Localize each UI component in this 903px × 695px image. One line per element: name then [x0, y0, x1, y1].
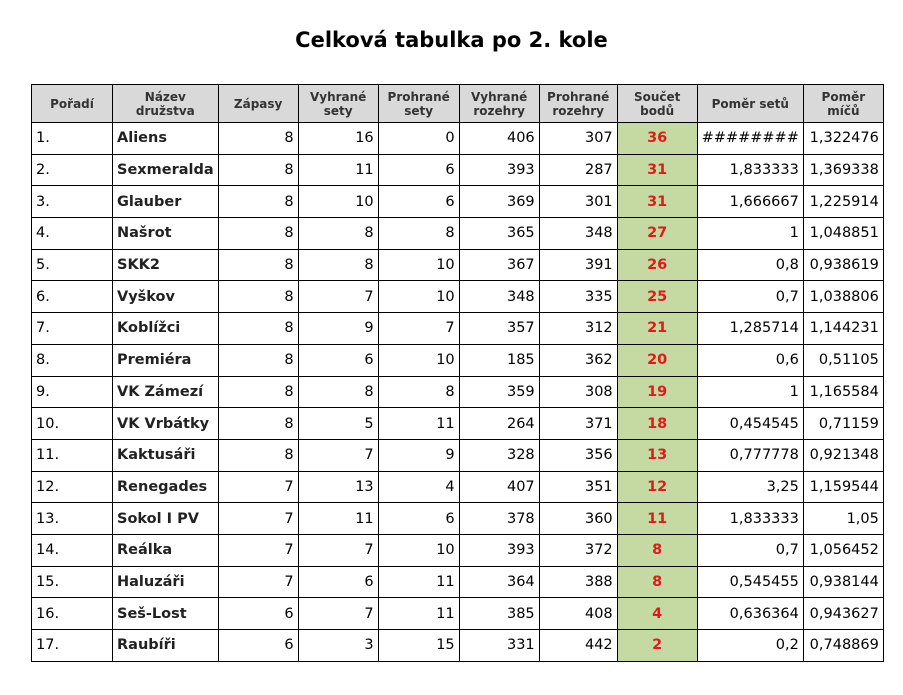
set-ratio-cell: 0,7: [697, 281, 803, 313]
rallies-lost-cell: 287: [539, 154, 617, 186]
sets-lost-cell: 6: [378, 503, 459, 535]
ball-ratio-cell: 1,056452: [803, 534, 883, 566]
sets-won-cell: 16: [298, 123, 378, 155]
rallies-won-cell: 407: [459, 471, 539, 503]
table-row: [32, 123, 884, 155]
team-name-cell: Vyškov: [113, 281, 219, 313]
ball-ratio-cell: 0,938144: [803, 566, 883, 598]
ball-ratio-cell: 1,038806: [803, 281, 883, 313]
sets-won-cell: 7: [298, 439, 378, 471]
team-name-cell: Našrot: [113, 218, 219, 250]
team-name-cell: SKK2: [113, 249, 219, 281]
rallies-lost-cell: 335: [539, 281, 617, 313]
ball-ratio-cell: 0,51105: [803, 344, 883, 376]
matches-cell: 8: [218, 186, 298, 218]
team-name-cell: Raubíři: [113, 630, 219, 662]
set-ratio-cell: 1,833333: [697, 503, 803, 535]
sets-won-cell: 7: [298, 281, 378, 313]
points-cell: 8: [617, 566, 697, 598]
rallies-lost-cell: 388: [539, 566, 617, 598]
rank-cell: 3.: [32, 186, 113, 218]
rank-cell: 14.: [32, 534, 113, 566]
sets-lost-cell: 7: [378, 313, 459, 345]
ball-ratio-cell: 1,165584: [803, 376, 883, 408]
set-ratio-cell: 1,666667: [697, 186, 803, 218]
ball-ratio-cell: 0,71159: [803, 408, 883, 440]
sets-lost-cell: 9: [378, 439, 459, 471]
rank-cell: 6.: [32, 281, 113, 313]
team-name-cell: Sokol I PV: [113, 503, 219, 535]
matches-cell: 8: [218, 154, 298, 186]
rallies-won-cell: 331: [459, 630, 539, 662]
matches-cell: 6: [218, 598, 298, 630]
sets-won-cell: 6: [298, 344, 378, 376]
ball-ratio-cell: 1,369338: [803, 154, 883, 186]
matches-cell: 7: [218, 471, 298, 503]
sets-won-cell: 10: [298, 186, 378, 218]
header-team: Název družstva: [113, 85, 219, 123]
matches-cell: 8: [218, 408, 298, 440]
matches-cell: 8: [218, 281, 298, 313]
header-sets-won: Vyhrané sety: [298, 85, 378, 123]
matches-cell: 8: [218, 249, 298, 281]
rallies-lost-cell: 442: [539, 630, 617, 662]
matches-cell: 8: [218, 376, 298, 408]
table-title: Celková tabulka po 2. kole: [295, 28, 608, 52]
sets-lost-cell: 8: [378, 218, 459, 250]
team-name-cell: Premiéra: [113, 344, 219, 376]
rallies-lost-cell: 356: [539, 439, 617, 471]
sets-lost-cell: 10: [378, 534, 459, 566]
table-row: [32, 598, 884, 630]
table-row: [32, 218, 884, 250]
header-ball-ratio: Poměr míčů: [803, 85, 883, 123]
ball-ratio-cell: 1,225914: [803, 186, 883, 218]
rank-cell: 16.: [32, 598, 113, 630]
points-cell: 8: [617, 534, 697, 566]
rallies-won-cell: 328: [459, 439, 539, 471]
table-row: [32, 249, 884, 281]
rallies-won-cell: 385: [459, 598, 539, 630]
points-cell: 19: [617, 376, 697, 408]
rallies-won-cell: 348: [459, 281, 539, 313]
ball-ratio-cell: 1,322476: [803, 123, 883, 155]
table-row: [32, 186, 884, 218]
ball-ratio-cell: 1,144231: [803, 313, 883, 345]
rallies-lost-cell: 371: [539, 408, 617, 440]
matches-cell: 7: [218, 503, 298, 535]
rallies-won-cell: 185: [459, 344, 539, 376]
set-ratio-cell: 0,636364: [697, 598, 803, 630]
set-ratio-cell: 0,8: [697, 249, 803, 281]
header-rallies-lost: Prohrané rozehry: [539, 85, 617, 123]
header-rallies-won: Vyhrané rozehry: [459, 85, 539, 123]
points-cell: 25: [617, 281, 697, 313]
points-cell: 20: [617, 344, 697, 376]
team-name-cell: Seš-Lost: [113, 598, 219, 630]
points-cell: 21: [617, 313, 697, 345]
points-cell: 4: [617, 598, 697, 630]
header-rank: Pořadí: [32, 85, 113, 123]
team-name-cell: Haluzáři: [113, 566, 219, 598]
set-ratio-cell: 1: [697, 376, 803, 408]
sets-lost-cell: 0: [378, 123, 459, 155]
rallies-lost-cell: 362: [539, 344, 617, 376]
set-ratio-cell: 0,777778: [697, 439, 803, 471]
table-row: [32, 376, 884, 408]
rallies-lost-cell: 351: [539, 471, 617, 503]
matches-cell: 7: [218, 566, 298, 598]
points-cell: 2: [617, 630, 697, 662]
rank-cell: 17.: [32, 630, 113, 662]
sets-lost-cell: 11: [378, 598, 459, 630]
team-name-cell: Koblížci: [113, 313, 219, 345]
sets-won-cell: 8: [298, 218, 378, 250]
rallies-lost-cell: 348: [539, 218, 617, 250]
rallies-lost-cell: 372: [539, 534, 617, 566]
ball-ratio-cell: 0,748869: [803, 630, 883, 662]
rank-cell: 2.: [32, 154, 113, 186]
points-cell: 11: [617, 503, 697, 535]
table-row: [32, 344, 884, 376]
rallies-won-cell: 367: [459, 249, 539, 281]
header-row: [32, 85, 884, 123]
set-ratio-cell: 1: [697, 218, 803, 250]
points-cell: 12: [617, 471, 697, 503]
rank-cell: 13.: [32, 503, 113, 535]
set-ratio-cell: 0,2: [697, 630, 803, 662]
points-cell: 26: [617, 249, 697, 281]
sets-won-cell: 11: [298, 154, 378, 186]
rank-cell: 10.: [32, 408, 113, 440]
sets-won-cell: 6: [298, 566, 378, 598]
set-ratio-cell: ########: [697, 123, 803, 155]
points-cell: 27: [617, 218, 697, 250]
sets-won-cell: 5: [298, 408, 378, 440]
matches-cell: 8: [218, 344, 298, 376]
rallies-lost-cell: 307: [539, 123, 617, 155]
rank-cell: 12.: [32, 471, 113, 503]
set-ratio-cell: 1,285714: [697, 313, 803, 345]
rallies-lost-cell: 360: [539, 503, 617, 535]
sets-won-cell: 7: [298, 598, 378, 630]
sets-lost-cell: 11: [378, 408, 459, 440]
sets-lost-cell: 11: [378, 566, 459, 598]
points-cell: 18: [617, 408, 697, 440]
sets-lost-cell: 4: [378, 471, 459, 503]
sets-won-cell: 13: [298, 471, 378, 503]
set-ratio-cell: 3,25: [697, 471, 803, 503]
table-row: [32, 566, 884, 598]
rallies-won-cell: 264: [459, 408, 539, 440]
rallies-lost-cell: 312: [539, 313, 617, 345]
rallies-won-cell: 365: [459, 218, 539, 250]
rallies-won-cell: 393: [459, 534, 539, 566]
table-row: [32, 630, 884, 662]
table-row: [32, 471, 884, 503]
set-ratio-cell: 0,7: [697, 534, 803, 566]
table-row: [32, 281, 884, 313]
table-row: [32, 439, 884, 471]
matches-cell: 7: [218, 534, 298, 566]
team-name-cell: Sexmeralda: [113, 154, 219, 186]
matches-cell: 8: [218, 439, 298, 471]
points-cell: 13: [617, 439, 697, 471]
points-cell: 36: [617, 123, 697, 155]
header-sets-lost: Prohrané sety: [378, 85, 459, 123]
team-name-cell: VK Vrbátky: [113, 408, 219, 440]
rallies-lost-cell: 308: [539, 376, 617, 408]
rank-cell: 5.: [32, 249, 113, 281]
team-name-cell: Kaktusáři: [113, 439, 219, 471]
sets-lost-cell: 6: [378, 186, 459, 218]
sets-won-cell: 11: [298, 503, 378, 535]
team-name-cell: Aliens: [113, 123, 219, 155]
points-cell: 31: [617, 186, 697, 218]
team-name-cell: Reálka: [113, 534, 219, 566]
rank-cell: 8.: [32, 344, 113, 376]
set-ratio-cell: 0,6: [697, 344, 803, 376]
table-row: [32, 534, 884, 566]
rank-cell: 11.: [32, 439, 113, 471]
rallies-won-cell: 364: [459, 566, 539, 598]
rallies-lost-cell: 408: [539, 598, 617, 630]
sets-lost-cell: 10: [378, 281, 459, 313]
team-name-cell: VK Zámezí: [113, 376, 219, 408]
ball-ratio-cell: 0,938619: [803, 249, 883, 281]
set-ratio-cell: 1,833333: [697, 154, 803, 186]
sets-lost-cell: 8: [378, 376, 459, 408]
matches-cell: 8: [218, 123, 298, 155]
ball-ratio-cell: 0,943627: [803, 598, 883, 630]
table-row: [32, 313, 884, 345]
sets-won-cell: 8: [298, 249, 378, 281]
rallies-won-cell: 369: [459, 186, 539, 218]
rallies-won-cell: 406: [459, 123, 539, 155]
rank-cell: 15.: [32, 566, 113, 598]
matches-cell: 8: [218, 313, 298, 345]
standings-table: [31, 84, 884, 662]
rank-cell: 1.: [32, 123, 113, 155]
header-points: Součet bodů: [617, 85, 697, 123]
sets-won-cell: 3: [298, 630, 378, 662]
rank-cell: 4.: [32, 218, 113, 250]
ball-ratio-cell: 1,159544: [803, 471, 883, 503]
sets-lost-cell: 6: [378, 154, 459, 186]
ball-ratio-cell: 1,048851: [803, 218, 883, 250]
team-name-cell: Glauber: [113, 186, 219, 218]
rallies-won-cell: 378: [459, 503, 539, 535]
rallies-won-cell: 357: [459, 313, 539, 345]
sets-lost-cell: 10: [378, 249, 459, 281]
ball-ratio-cell: 0,921348: [803, 439, 883, 471]
ball-ratio-cell: 1,05: [803, 503, 883, 535]
sets-won-cell: 9: [298, 313, 378, 345]
sets-lost-cell: 10: [378, 344, 459, 376]
sets-won-cell: 8: [298, 376, 378, 408]
sets-lost-cell: 15: [378, 630, 459, 662]
table-row: [32, 408, 884, 440]
team-name-cell: Renegades: [113, 471, 219, 503]
set-ratio-cell: 0,545455: [697, 566, 803, 598]
points-cell: 31: [617, 154, 697, 186]
rallies-won-cell: 359: [459, 376, 539, 408]
rank-cell: 9.: [32, 376, 113, 408]
rank-cell: 7.: [32, 313, 113, 345]
table-row: [32, 154, 884, 186]
set-ratio-cell: 0,454545: [697, 408, 803, 440]
rallies-won-cell: 393: [459, 154, 539, 186]
table-row: [32, 503, 884, 535]
rallies-lost-cell: 301: [539, 186, 617, 218]
header-set-ratio: Poměr setů: [697, 85, 803, 123]
sets-won-cell: 7: [298, 534, 378, 566]
rallies-lost-cell: 391: [539, 249, 617, 281]
matches-cell: 6: [218, 630, 298, 662]
matches-cell: 8: [218, 218, 298, 250]
header-matches: Zápasy: [218, 85, 298, 123]
